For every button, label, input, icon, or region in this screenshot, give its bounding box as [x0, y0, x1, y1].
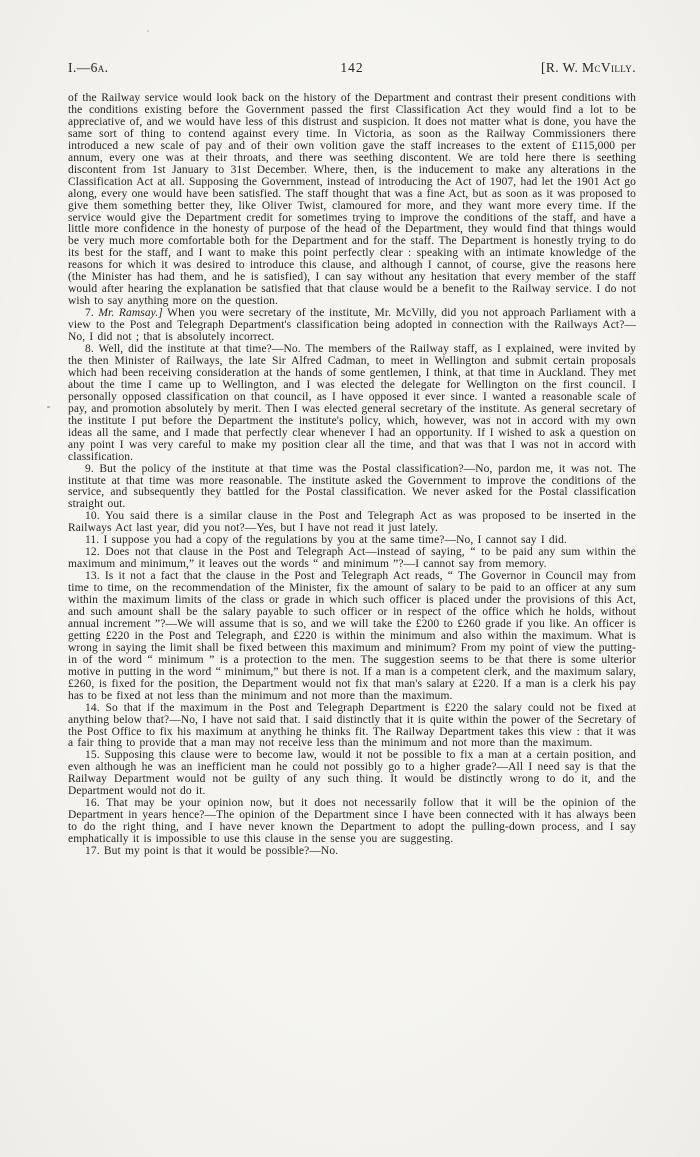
question-number: 17.: [85, 845, 100, 858]
question-number: 15.: [85, 749, 100, 762]
paragraph-text: When you were secretary of the institute, Mr. McVilly, did you not approach Parliament with a view to the Post and Telegraph Department's classification being adopted in connection with the Railways Act?—No, I did not ; that is absolutely incorrect.: [68, 307, 636, 344]
question-number: 11.: [85, 534, 100, 547]
paragraph-text: That may be your opinion now, but it does not necessarily follow that it will be the opinion of the Department in years hence?—The opinion of the Department since I have been connected with it has always been to do the right thing, and I have never known the Department to adopt the pulling-down process, and I say emphatically it is impossible to use this clause in the sense you are suggesting.: [68, 797, 637, 846]
paragraph-text: of the Railway service would look back on the history of the Department and contrast their present conditions with the conditions existing before the Government passed the first Classification Act they would find a lot to be appreciative of, and we would have less of this distrust and suspicion. It does not matter what is done, you have the same sort of thing to contend against every time. In Victoria, as soon as the Railway Commissioners there introduced a new scale of pay and of their own volition gave the staff increases to the extent of £115,000 per annum, every one was at their throats, and there was seething discontent. We are told here there is seething discontent from 1st January to 31st December. Where, then, is the inducement to make any alterations in the Classification Act at all. Supposing the Government, instead of introducing the Act of 1907, had let the 1901 Act go along, every one would have been satisfied. The staff thought that was a fine Act, but as soon as it was proposed to give them something better they, like Oliver Twist, clamoured for more, and they want more every time. If the service would give the Department credit for sometimes trying to improve the conditions of the staff, and have a little more confidence in the honesty of purpose of the head of the Department, they would find that things would be very much more comfortable both for the Department and for the staff. The Department is honestly trying to do its best for the staff, and I want to make this point perfectly clear : speaking with an intimate knowledge of the reasons for which it was desired to introduce this clause, and although I cannot, of course, give the reasons here (the Minister has had them, and he is satisfied), I can say without any hesitation that every member of the staff would after hearing the explanation be satisfied that that clause would be a benefit to the Railway service. I do not wish to say anything more on the question.: [68, 92, 636, 308]
testimony-body: [68, 93, 636, 858]
question-15: [68, 750, 636, 798]
scan-artifact: [47, 406, 50, 408]
question-number: 7.: [85, 307, 94, 320]
question-number: 14.: [85, 701, 100, 714]
question-number: 16.: [85, 797, 100, 810]
paragraph-text: Well, did the institute at that time?—No. The members of the Railway staff, as I explained, were invited by the then Minister of Railways, the late Sir Alfred Cadman, to meet in Wellington and submit certain proposals which had been receiving consideration at the hands of some gentlemen, I think, at that time in Auckland. They met about the time I came up to Wellington, and I was elected the delegate for Wellington on the first council. I personally opposed classification on that council, as I have opposed it ever since. I wanted a reasonable scale of pay, and promotion absolutely by merit. Then I was elected general secretary of the institute. As general secretary of the institute I put before the Department the institute's policy, which, however, was not in accord with my own ideas all the same, and I made that perfectly clear whenever I had an opportunity. If I wished to ask a question on any point I was very careful to make my position clear all the time, and that was that I was not in accord with classification.: [68, 343, 636, 463]
question-12: [68, 547, 636, 571]
question-number: 12.: [85, 546, 100, 559]
paragraph-text: Supposing this clause were to become law, would it not be possible to fix a man at a certain position, and even although he was an inefficient man he could not possibly go to a higher grade?—All I need say is that the Railway Department would not be guilty of any such thing. It would be distinctly wrong to do it, and the Department would not do it.: [68, 749, 636, 798]
question-9: [68, 464, 636, 512]
question-number: 8.: [85, 343, 94, 356]
page-number: 142: [340, 60, 364, 75]
question-17: [68, 846, 636, 858]
page-header: [68, 60, 636, 76]
paragraph-text: Is it not a fact that the clause in the Post and Telegraph Act reads, “ The Governor in Council may from time to time, on the recommendation of the Minister, fix the amount of salary to be paid to an officer at any sum within the maximum limits of the class or grade in which such officer is placed under the provisions of this Act, and such amount shall be the salary payable to such officer or in respect of the office which he holds, without annual increment ”?—We will assume that is so, and we will take the £200 to £260 grade if you like. An officer is getting £220 in the Post and Telegraph, and £220 is within the minimum and also within the maximum. What is wrong in saying the limit shall be fixed between this maximum and minimum? From my point of view the putting-in of the word “ minimum ” is a protection to the men. The suggestion seems to be that there is some ulterior motive in putting in the word “ minimum,” but there is not. If a man is a competent clerk, and the maximum salary, £260, is fixed for the position, the Department would not fix that man's salary at £220. If a man is a clerk his pay has to be fixed at not less than the minimum and not more than the maximum.: [68, 570, 636, 702]
paper-identifier: I.—6a.: [68, 60, 109, 75]
question-7: [68, 308, 636, 344]
paragraph-text: But the policy of the institute at that time was the Postal classification?—No, pardon me, it was not. The institute at that time was more reasonable. The institute asked the Government to improve the conditions of the service, and subsequently they battled for the Postal classification. We never asked for the Postal classification straight out.: [68, 462, 636, 511]
paragraph-text: I suppose you had a copy of the regulations by you at the same time?—No, I cannot say I did.: [103, 534, 567, 547]
question-number: 9.: [85, 462, 94, 475]
testimony-paragraph-continuation: [68, 93, 636, 308]
witness-name-running-head: [R. W. McVilly.: [541, 60, 636, 75]
question-number: 10.: [85, 510, 100, 523]
question-8: [68, 344, 636, 464]
question-10: [68, 511, 636, 535]
paragraph-text: So that if the maximum in the Post and Telegraph Department is £220 the salary could not be fixed at anything below that?—No, I have not said that. I said distinctly that it is quite within the power of the Secretary of the Post Office to fix his maximum at anything he thinks fit. The Railway Department takes this view : that it was a fair thing to provide that a man may not receive less than the minimum and not more than the maximum.: [68, 701, 636, 750]
paragraph-text: You said there is a similar clause in the Post and Telegraph Act as was proposed to be inserted in the Railways Act last year, did you not?—Yes, but I have not read it just lately.: [68, 510, 636, 535]
question-14: [68, 703, 636, 751]
question-16: [68, 798, 636, 846]
paragraph-text: But my point is that it would be possible?—No.: [103, 845, 339, 858]
question-13: [68, 571, 636, 702]
examiner-name: Mr. Ramsay.]: [98, 307, 163, 320]
paragraph-text: Does not that clause in the Post and Telegraph Act—instead of saying, “ to be paid any sum within the maximum and minimum,” it leaves out the words “ and minimum ”?—I cannot say from memory.: [68, 546, 636, 571]
question-number: 13.: [85, 570, 100, 583]
scan-artifact: [147, 30, 149, 32]
